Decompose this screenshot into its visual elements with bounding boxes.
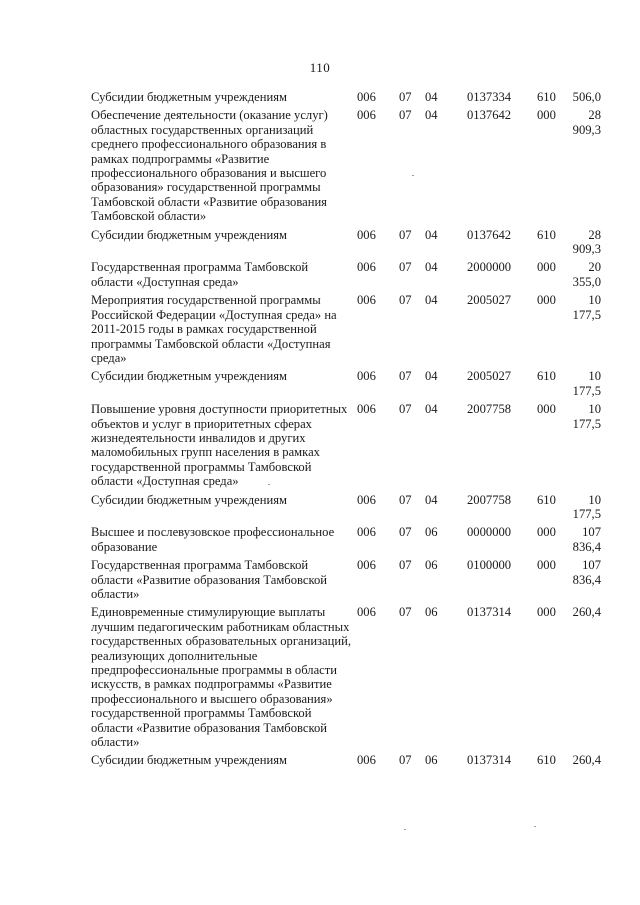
row-expense-type-code: 000 bbox=[537, 260, 556, 275]
row-amount: 20 355,0 bbox=[572, 260, 601, 289]
row-subsection-code: 04 bbox=[425, 227, 438, 242]
row-target-code: 2007758 bbox=[467, 402, 512, 417]
table-row bbox=[91, 369, 601, 398]
row-section-code: 07 bbox=[399, 492, 412, 507]
row-ved-code: 006 bbox=[357, 90, 376, 104]
row-name: Повышение уровня доступности приоритетных объектов и услуг в приоритетных сферах жизнедеятельности инвалидов и других маломобильных групп населения в рамках государственной программы Тамбовской области «Доступная среда» bbox=[91, 402, 348, 489]
row-expense-type-code: 610 bbox=[537, 492, 556, 507]
row-amount: 260,4 bbox=[572, 605, 601, 620]
row-amount: 28 909,3 bbox=[572, 108, 601, 137]
row-target-code: 0000000 bbox=[467, 525, 512, 540]
table-row bbox=[91, 293, 601, 365]
row-name: Субсидии бюджетным учреждениям bbox=[91, 369, 287, 384]
row-name: Государственная программа Тамбовской области «Доступная среда» bbox=[91, 260, 309, 289]
row-subsection-code: 04 bbox=[425, 293, 438, 308]
row-section-code: 07 bbox=[399, 605, 412, 620]
row-amount: 107 836,4 bbox=[572, 525, 601, 554]
table-row bbox=[91, 525, 601, 554]
row-amount: 10 177,5 bbox=[572, 492, 601, 521]
row-subsection-code: 04 bbox=[425, 260, 438, 275]
row-target-code: 0100000 bbox=[467, 558, 512, 573]
row-target-code: 2000000 bbox=[467, 260, 512, 275]
row-expense-type-code: 000 bbox=[537, 108, 556, 123]
row-expense-type-code: 000 bbox=[537, 605, 556, 620]
row-name: Субсидии бюджетным учреждениям bbox=[91, 492, 287, 507]
row-section-code: 07 bbox=[399, 293, 412, 308]
budget-table bbox=[91, 90, 601, 772]
row-amount: 107 836,4 bbox=[572, 558, 601, 587]
row-expense-type-code: 000 bbox=[537, 293, 556, 308]
row-expense-type-code: 000 bbox=[537, 402, 556, 417]
table-row bbox=[91, 605, 601, 749]
row-ved-code: 006 bbox=[357, 753, 376, 768]
row-ved-code: 006 bbox=[357, 293, 376, 308]
table-row bbox=[91, 108, 601, 223]
table-row bbox=[91, 753, 601, 767]
page-number: 110 bbox=[309, 60, 331, 75]
row-section-code: 07 bbox=[399, 227, 412, 242]
table-row bbox=[91, 90, 601, 104]
scan-speck bbox=[268, 484, 270, 485]
row-amount: 10 177,5 bbox=[572, 369, 601, 398]
row-name: Субсидии бюджетным учреждениям bbox=[91, 753, 287, 768]
table-row bbox=[91, 558, 601, 601]
row-subsection-code: 04 bbox=[425, 492, 438, 507]
row-expense-type-code: 000 bbox=[537, 525, 556, 540]
row-section-code: 07 bbox=[399, 90, 412, 104]
row-section-code: 07 bbox=[399, 108, 412, 123]
row-amount: 28 909,3 bbox=[572, 227, 601, 257]
row-target-code: 0137314 bbox=[467, 605, 512, 620]
row-subsection-code: 04 bbox=[425, 402, 438, 417]
row-name: Государственная программа Тамбовской области «Развитие образования Тамбовской области» bbox=[91, 558, 327, 601]
row-ved-code: 006 bbox=[357, 227, 376, 242]
row-section-code: 07 bbox=[399, 369, 412, 384]
row-target-code: 0137642 bbox=[467, 227, 512, 242]
row-subsection-code: 04 bbox=[425, 369, 438, 384]
scan-speck bbox=[404, 829, 406, 830]
row-expense-type-code: 610 bbox=[537, 90, 556, 104]
row-ved-code: 006 bbox=[357, 558, 376, 573]
row-ved-code: 006 bbox=[357, 402, 376, 417]
row-ved-code: 006 bbox=[357, 369, 376, 384]
row-subsection-code: 06 bbox=[425, 525, 438, 540]
scan-speck bbox=[412, 175, 414, 176]
row-section-code: 07 bbox=[399, 260, 412, 275]
row-target-code: 2005027 bbox=[467, 293, 512, 308]
row-name: Обеспечение деятельности (оказание услуг) областных государственных организаций среднего профессионального образования в рамках подпрограммы «Развитие профессионального образования и высшего образования» государственной программы Тамбовской области «Развитие образования Тамбовской области» bbox=[91, 108, 328, 224]
row-target-code: 2007758 bbox=[467, 492, 512, 507]
row-amount: 10 177,5 bbox=[572, 293, 601, 322]
row-name: Высшее и послевузовское профессиональное образование bbox=[91, 525, 335, 554]
row-section-code: 07 bbox=[399, 753, 412, 768]
row-amount: 260,4 bbox=[572, 753, 601, 768]
row-name: Единовременные стимулирующие выплаты лучшим педагогическим работникам областных государственных образовательных организаций, реализующих дополнительные предпрофессиональные программы в области искусств, в рамках подпрограммы «Развитие профессионального и высшего образования» государственной программы Тамбовской области «Развитие образования Тамбовской области» bbox=[91, 605, 351, 750]
row-subsection-code: 04 bbox=[425, 108, 438, 123]
row-target-code: 0137314 bbox=[467, 753, 512, 768]
row-expense-type-code: 610 bbox=[537, 369, 556, 384]
row-name: Субсидии бюджетным учреждениям bbox=[91, 90, 287, 104]
row-section-code: 07 bbox=[399, 558, 412, 573]
row-target-code: 2005027 bbox=[467, 369, 512, 384]
row-ved-code: 006 bbox=[357, 108, 376, 123]
table-row bbox=[91, 402, 601, 488]
row-ved-code: 006 bbox=[357, 525, 376, 540]
row-ved-code: 006 bbox=[357, 492, 376, 507]
table-row bbox=[91, 260, 601, 289]
table-row bbox=[91, 228, 601, 257]
table-row bbox=[91, 493, 601, 522]
row-subsection-code: 04 bbox=[425, 90, 438, 104]
row-target-code: 0137334 bbox=[467, 90, 512, 104]
row-expense-type-code: 610 bbox=[537, 753, 556, 768]
row-amount: 10 177,5 bbox=[572, 402, 601, 431]
row-subsection-code: 06 bbox=[425, 605, 438, 620]
row-amount: 506,0 bbox=[572, 90, 601, 104]
scan-speck bbox=[534, 826, 536, 827]
row-expense-type-code: 000 bbox=[537, 558, 556, 573]
row-section-code: 07 bbox=[399, 525, 412, 540]
row-name: Субсидии бюджетным учреждениям bbox=[91, 227, 287, 242]
row-ved-code: 006 bbox=[357, 605, 376, 620]
row-subsection-code: 06 bbox=[425, 753, 438, 768]
row-ved-code: 006 bbox=[357, 260, 376, 275]
row-target-code: 0137642 bbox=[467, 108, 512, 123]
row-expense-type-code: 610 bbox=[537, 227, 556, 242]
row-name: Мероприятия государственной программы Российской Федерации «Доступная среда» на 2011-2015 годы в рамках государственной программы Тамбовской области «Доступная среда» bbox=[91, 293, 337, 365]
row-subsection-code: 06 bbox=[425, 558, 438, 573]
row-section-code: 07 bbox=[399, 402, 412, 417]
